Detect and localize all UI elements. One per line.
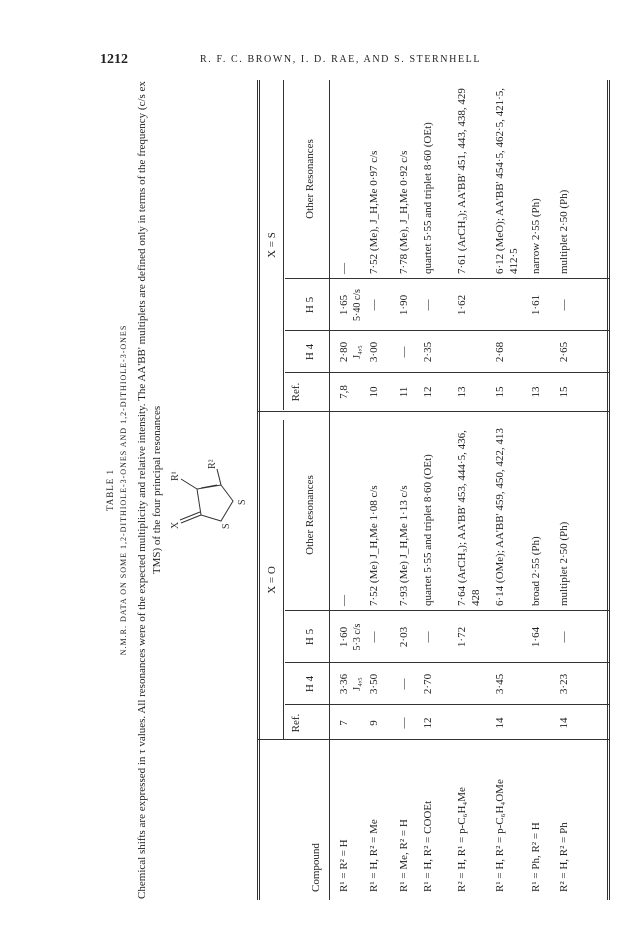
cell-o-h4: 2·70 <box>422 673 434 695</box>
cell-s-h5: — <box>422 299 434 311</box>
cell-o-ref: 9 <box>368 720 380 726</box>
cell-compound: R² = H, R¹ = p-C₆H₄Me <box>456 787 468 892</box>
vline-h5-o <box>285 610 610 611</box>
cell-compound: R¹ = Ph, R² = H <box>530 822 542 892</box>
cell-s-ref: 12 <box>422 386 434 398</box>
vline-h4-s <box>285 330 610 331</box>
cell-o-h4b: J₄,₅ <box>352 677 363 691</box>
cell-s-h4: — <box>398 346 410 358</box>
vline-h4-o <box>285 662 610 663</box>
cell-compound: R¹ = H, R² = Me <box>368 819 380 892</box>
cell-s-ref: 10 <box>368 386 380 398</box>
vline-ref-s <box>285 372 610 373</box>
cell-s-other: multiplet 2·50 (Ph) <box>558 189 570 274</box>
cell-s-h4: 2·65 <box>558 341 570 363</box>
cell-compound: R¹ = H, R² = p-C₆H₄OMe <box>494 779 506 892</box>
cell-s-ref: 11 <box>398 386 410 398</box>
cell-o-ref: 7 <box>338 720 350 726</box>
cell-s-ref: 15 <box>558 386 570 398</box>
header-bottom-rule <box>329 80 330 900</box>
table-subtitle: N.M.R. DATA ON SOME 1,2-DITHIOLE-3-ONES AND 1,2-DITHIOLE-3-ONES <box>119 324 128 656</box>
structure-s2-label: S <box>237 499 248 505</box>
table-bottom-rule <box>607 80 610 900</box>
cell-s-h5b: 5·40 c/s <box>352 289 363 321</box>
vline-group-divider <box>257 411 610 412</box>
cell-s-other: 6·12 (MeO); AA'BB' 454·5, 462·5, 421·5, 412·5 <box>494 87 520 274</box>
cell-s-other: quartet 5·55 and triplet 8·60 (OEt) <box>422 122 434 274</box>
cell-o-h5: 1·72 <box>456 626 468 648</box>
cell-o-h4: 3·45 <box>494 673 506 695</box>
cell-o-other: 7·64 (ArCH₃); AA'BB' 453, 444·5, 436, 428 <box>456 430 482 606</box>
cell-s-h5: 1·90 <box>398 294 410 316</box>
cell-o-other: multiplet 2·50 (Ph) <box>558 521 570 606</box>
cell-o-other: broad 2·55 (Ph) <box>530 536 542 606</box>
cell-o-h5: 1·60 <box>338 626 350 648</box>
structure-s1-label: S <box>221 523 232 529</box>
cell-s-h5: 1·65 <box>338 294 350 316</box>
running-head <box>100 52 520 72</box>
cell-s-other: — <box>338 263 350 274</box>
cell-o-other: 6·14 (OMe); AA'BB' 459, 450, 422, 413 <box>494 428 506 606</box>
cell-s-other: 7·52 (Me), J_H,Me 0·97 c/s <box>368 150 380 274</box>
structure-x-label: X <box>170 521 181 529</box>
table-1 <box>105 80 610 900</box>
cell-s-h4b: J₄,₅ <box>352 345 363 359</box>
cell-compound: R¹ = R² = H <box>338 839 350 892</box>
cell-compound: R² = H, R² = Ph <box>558 822 570 892</box>
col-header-h5-s: H 5 <box>304 296 316 314</box>
table-note: Chemical shifts are expressed in τ values. All resonances were of the expected multiplicity and relative intensity. The AA'BB' multiplets are defined only in terms of the frequency (c/s ex TMS) of the four principal resonances <box>136 81 163 899</box>
group-rule-x-s <box>283 80 284 410</box>
cell-s-other: 7·61 (ArCH₃); AA'BB' 451, 443, 438, 429 <box>456 88 468 274</box>
cell-s-other: 7·78 (Me), J_H,Me 0·92 c/s <box>398 150 410 274</box>
cell-o-h4: 3·23 <box>558 673 570 695</box>
cell-o-h4: — <box>398 678 410 690</box>
structure-r1-label: R¹ <box>170 471 181 481</box>
col-header-h5-o: H 5 <box>304 628 316 646</box>
cell-o-other: 7·93 (Me) J_H,Me 1·13 c/s <box>398 485 410 606</box>
cell-o-other: quartet 5·55 and triplet 8·60 (OEt) <box>422 454 434 606</box>
group-header-x-s: X = S <box>266 232 278 258</box>
cell-s-h5: 1·62 <box>456 294 468 316</box>
group-rule-x-o <box>283 420 284 740</box>
cell-o-ref: 12 <box>422 717 434 729</box>
cell-s-ref: 13 <box>530 386 542 398</box>
col-header-ref-s: Ref. <box>290 382 302 402</box>
col-header-compound: Compound <box>310 843 322 892</box>
running-head-authors: R. F. C. BROWN, I. D. RAE, AND S. STERNHELL <box>200 54 482 65</box>
cell-s-h4: 2·68 <box>494 341 506 363</box>
table-top-rule <box>257 80 260 900</box>
cell-o-other: — <box>338 595 350 606</box>
col-header-other-o: Other Resonances <box>304 475 316 555</box>
dithiole-structure-diagram <box>167 455 251 545</box>
cell-s-h5: — <box>558 299 570 311</box>
cell-s-h5: — <box>368 299 380 311</box>
cell-o-h4: 3·50 <box>368 673 380 695</box>
col-header-ref-o: Ref. <box>290 713 302 733</box>
cell-o-ref: 14 <box>558 717 570 729</box>
cell-o-h5: 2·03 <box>398 626 410 648</box>
group-header-x-o: X = O <box>266 566 278 594</box>
col-header-other-s: Other Resonances <box>304 139 316 219</box>
page-number: 1212 <box>100 52 128 67</box>
cell-o-h5b: 5·3 c/s <box>352 623 363 651</box>
vline-ref-o <box>285 704 610 705</box>
table-title: TABLE 1 <box>105 468 115 512</box>
cell-compound: R¹ = Me, R² = H <box>398 819 410 892</box>
cell-s-ref: 7,8 <box>338 385 350 399</box>
cell-o-h4: 3·36 <box>338 673 350 695</box>
cell-o-ref: 14 <box>494 717 506 729</box>
cell-o-h5: — <box>558 631 570 643</box>
cell-s-ref: 13 <box>456 386 468 398</box>
cell-s-h4: 2·80 <box>338 341 350 363</box>
col-header-h4-s: H 4 <box>304 343 316 361</box>
cell-s-ref: 15 <box>494 386 506 398</box>
structure-r2-label: R² <box>207 459 218 469</box>
col-header-h4-o: H 4 <box>304 675 316 693</box>
cell-o-h5: — <box>368 631 380 643</box>
cell-s-other: narrow 2·55 (Ph) <box>530 198 542 274</box>
cell-s-h4: 2·35 <box>422 341 434 363</box>
cell-o-h5: — <box>422 631 434 643</box>
cell-o-other: 7·52 (Me) J_H,Me 1·08 c/s <box>368 485 380 606</box>
cell-s-h4: 3·00 <box>368 341 380 363</box>
cell-s-h5: 1·61 <box>530 294 542 316</box>
cell-compound: R¹ = H, R² = COOEt <box>422 800 434 892</box>
cell-o-ref: — <box>398 717 410 729</box>
vline-h5-s <box>285 278 610 279</box>
cell-o-h5: 1·64 <box>530 626 542 648</box>
